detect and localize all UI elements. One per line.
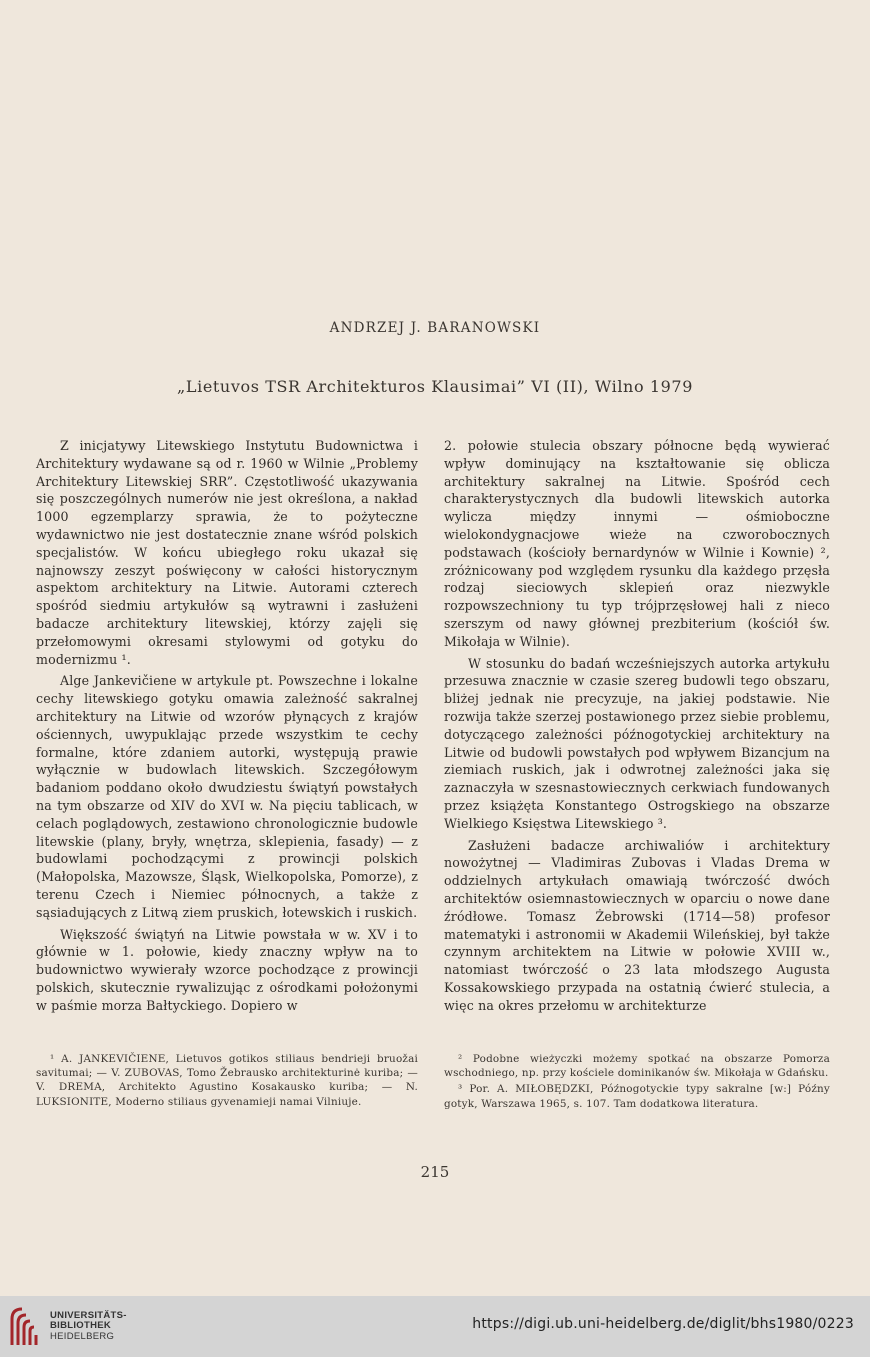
paragraph: W stosunku do badań wcześniejszych autorka artykułu przesuwa znacznie w czasie szereg budowli tego obszaru, bliżej jednak nie precyzuje, na jakiej podstawie. Nie rozwija także szerzej postawionego przez siebie problemu, dotyczącego zależności późnogotyckiej architektury na Litwie od budowli powstałych pod wpływem Bizancjum na ziemiach ruskich, jak i odwrotnej zależności jaka się zaznaczyła w szesnastowiecznych cerkwiach fundowanych przez książęta Konstantego Ostrogskiego na obszarze Wielkiego Księstwa Litewskiego ³.	[444, 655, 830, 831]
logo-line: HEIDELBERG	[50, 1330, 115, 1342]
footer-bar	[0, 1296, 870, 1357]
right-column	[444, 437, 830, 1019]
footnotes-right	[444, 1052, 830, 1113]
logo-line: UNIVERSITÄTS-	[50, 1309, 127, 1321]
library-logo-text	[50, 1311, 127, 1343]
left-column	[36, 437, 418, 1019]
footnote: ¹ A. JANKEVIČIENE, Lietuvos gotikos stiliaus bendrieji bruožai savitumai; — V. ZUBOVAS, Tomo Žebrausko architekturinė kuriba; — V. DREMA, Architekto Agustino Kosakausko kuriba; — N. LUKSIONITE, Moderno stiliaus gyvenamieji namai Vilniuje.	[36, 1053, 418, 1108]
permalink-url[interactable]: https://digi.ub.uni-heidelberg.de/diglit/bhs1980/0223	[472, 1316, 854, 1332]
footnote: ² Podobne wieżyczki możemy spotkać na obszarze Pomorza wschodniego, np. przy kościele dominikanów św. Mikołaja w Gdańsku.	[444, 1053, 830, 1080]
page-number: 215	[420, 1163, 450, 1181]
paragraph: Z inicjatywy Litewskiego Instytutu Budownictwa i Architektury wydawane są od r. 1960 w Wilnie „Problemy Architektury Litewskiej SRR”. Częstotliwość ukazywania się poszczególnych numerów nie jest określona, a nakład 1000 egzemplarzy sprawia, że to pożyteczne wydawnictwo nie jest dostatecznie znane wśród polskich specjalistów. W końcu ubiegłego roku ukazał się najnowszy zeszyt poświęcony w całości historycznym aspektom architektury na Litwie. Autorami czterech spośród siedmiu artykułów są wytrawni i zasłużeni badacze architektury litewskiej, którzy zajęli się przełomowymi okresami stylowymi od gotyku do modernizmu ¹.	[36, 438, 418, 667]
paragraph: Zasłużeni badacze archiwaliów i architektury nowożytnej — Vladimiras Zubovas i Vladas Drema w oddzielnych artykułach omawiają twórczość dwóch architektów osiemnastowiecznych w oparciu o nowe dane źródłowe. Tomasz Żebrowski (1714—58) profesor matematyki i astronomii w Akademii Wileńskiej, był także czynnym architektem na Litwie w połowie XVIII w., natomiast twórczość o 23 lata młodszego Augusta Kossakowskiego przypada na ostatnią ćwierć stulecia, a więc na okres przełomu w architekturze	[444, 837, 830, 1013]
paragraph: Większość świątyń na Litwie powstała w w. XV i to głównie w 1. połowie, kiedy znaczny wpływ na to budownictwo wywierały wzorce pochodzące z prowincji polskich, skutecznie rywalizując z ośrodkami położonymi w paśmie morza Bałtyckiego. Dopiero w	[36, 926, 418, 1013]
reviewed-title: „Lietuvos TSR Architekturos Klausimai” VI (II), Wilno 1979	[177, 377, 693, 396]
paragraph: 2. połowie stulecia obszary północne będą wywierać wpływ dominujący na kształtowanie się oblicza architektury sakralnej na Litwie. Spośród cech charakterystycznych dla budowli litewskich autorka wylicza między innymi — ośmioboczne wielokondygnacjowe wieże na czworobocznych podstawach (kościoły bernardynów w Wilnie i Kownie) ², zróżnicowany pod względem rysunku dla każdego przęsła rodzaj sieciowych sklepień oraz niezwykle rozpowszechniony tu typ trójprzęsłowej hali z nieco szerszym od nawy głównej prezbiterium (kościół św. Mikołaja w Wilnie).	[444, 438, 830, 649]
footnotes-left	[36, 1052, 418, 1111]
author-name: ANDRZEJ J. BARANOWSKI	[329, 320, 541, 336]
paragraph: Alge Jankevičiene w artykule pt. Powszechne i lokalne cechy litewskiego gotyku omawia zależność sakralnej architektury na Litwie od wzorów płynących z krajów ościennych, uwypuklając przede wszystkim te cechy formalne, które zdaniem autorki, występują prawie wyłącznie w budowlach litewskich. Szczegółowym badaniom poddano około dwudziestu świątyń powstałych na tym obszarze od XIV do XVI w. Na pięciu tablicach, w celach poglądowych, zestawiono chronologicznie budowle litewskie (plany, bryły, wnętrza, sklepienia, fasady) — z budowlami pochodzącymi z prowincji polskich (Małopolska, Mazowsze, Śląsk, Wielkopolska, Pomorze), z terenu Czech i Niemiec północnych, a także z sąsiadujących z Litwą ziem pruskich, łotewskich i ruskich.	[36, 673, 418, 920]
footnote: ³ Por. A. MIŁOBĘDZKI, Późnogotyckie typy sakralne [w:] Późny gotyk, Warszawa 1965, s. 107. Tam dodatkowa literatura.	[444, 1083, 830, 1110]
library-logo[interactable]	[8, 1305, 127, 1349]
library-logo-icon	[8, 1305, 44, 1349]
logo-line: BIBLIOTHEK	[50, 1320, 112, 1332]
